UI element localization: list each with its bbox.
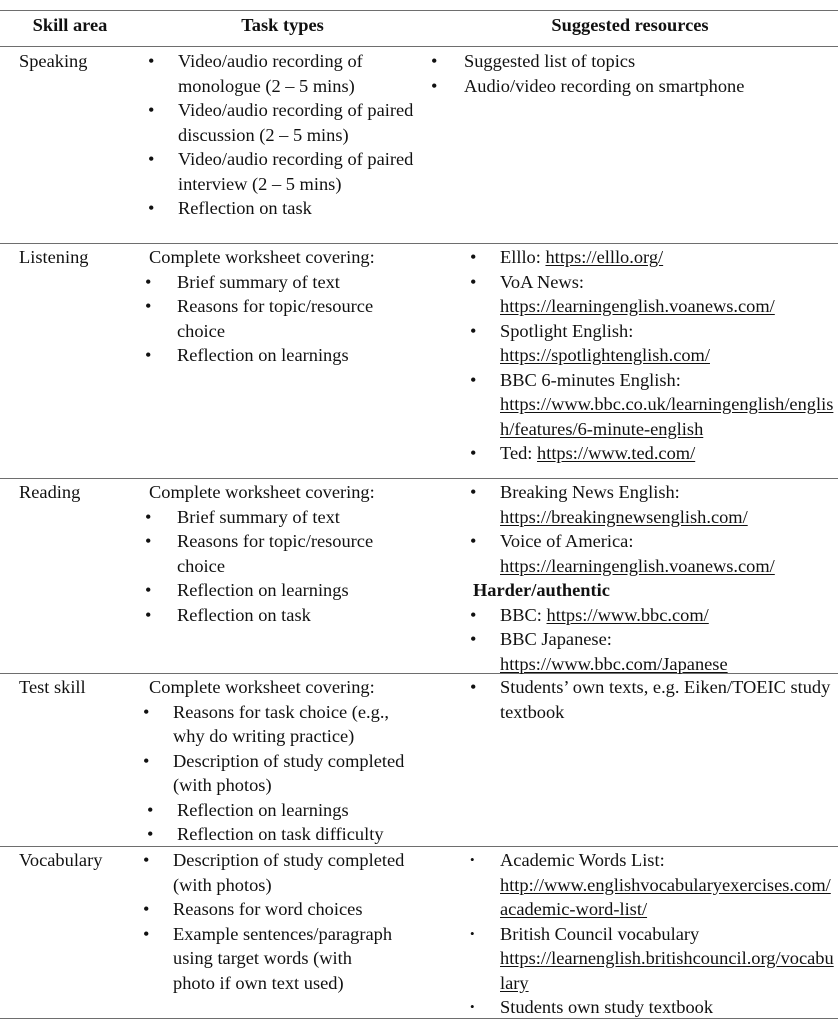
bullet-icon: • [143,899,150,919]
bullet-icon: • [145,580,152,600]
task-lead-text: Complete worksheet covering: [149,247,375,267]
task-item: • Brief summary of text [140,270,425,295]
bullet-icon: • [143,923,150,944]
task-item: • Description of study completed (with photos) [143,850,405,895]
task-item: • Reflection on task [140,196,425,221]
resources-cell [425,480,835,676]
bullet-icon: • [431,51,438,71]
resource-item: • Students own study textbook [425,995,835,1020]
resource-link[interactable]: https://spotlightenglish.com/ [500,345,710,365]
bullet-icon: • [145,531,152,551]
bullet-icon: • [145,604,152,625]
header-task-types: Task types [241,15,324,35]
bullet-icon: • [470,369,477,390]
resources-subheading: Harder/authentic [473,580,610,600]
tasks-cell [140,49,425,221]
bullet-icon: • [147,799,154,820]
tasks-cell [140,675,425,847]
task-item: • Reasons for task choice (e.g., why do writing practice) [143,701,390,746]
resource-link[interactable]: https://learnenglish.britishcouncil.org/vocabulary [500,948,834,993]
resource-item: • British Council vocabulary https://learnenglish.britishcouncil.org/vocabulary [470,923,834,993]
bullet-icon: • [143,701,150,722]
header-suggested-resources: Suggested resources [551,15,709,35]
task-item: • Reflection on task [140,603,425,628]
resources-cell [425,848,835,1020]
bullet-icon: • [148,149,155,169]
resource-item: • BBC Japanese: https://www.bbc.com/Japanese [470,629,728,674]
resource-item: • Audio/video recording on smartphone [425,74,835,99]
bullet-icon: • [470,677,477,697]
skill-cell: Vocabulary [19,850,103,870]
skill-cell: Reading [19,482,81,502]
bullet-icon: • [470,852,475,867]
task-item: • Reasons for topic/resource choice [145,531,374,576]
bullet-icon: • [148,100,155,120]
bullet-icon: • [145,271,152,292]
bullet-icon: • [145,506,152,527]
resource-link[interactable]: https://learningenglish.voanews.com/ [500,296,775,316]
bullet-icon: • [431,75,438,96]
resource-item: • Suggested list of topics [425,49,835,74]
bullet-icon: • [470,925,475,941]
bullet-icon: • [148,198,155,218]
bullet-icon: • [470,271,477,292]
bullet-icon: • [148,51,155,71]
resources-cell [425,245,835,466]
bullet-icon: • [147,824,154,844]
bullet-icon: • [470,247,477,267]
tasks-cell [140,245,425,368]
task-lead-text: Complete worksheet covering: [149,482,375,502]
resource-link[interactable]: https://breakingnewsenglish.com/ [500,506,748,527]
task-item: • Video/audio recording of monologue (2 – 5 mins) [148,51,363,96]
bullet-icon: • [470,629,477,649]
row-rule-reading [0,478,838,479]
bullet-icon: • [470,320,477,341]
resource-item: • Students’ own texts, e.g. Eiken/TOEIC study textbook [470,677,831,722]
task-item: • Video/audio recording of paired interview (2 – 5 mins) [148,149,414,194]
resource-link[interactable]: https://learningenglish.voanews.com/ [500,555,775,576]
resource-link[interactable]: https://www.bbc.com/ [546,604,709,625]
bullet-icon: • [470,999,475,1014]
resource-link[interactable]: https://www.bbc.com/Japanese [500,653,728,674]
resource-item: • VoA News: https://learningenglish.voanews.com/ [470,271,775,316]
task-item: • Reasons for topic/resource choice [145,296,374,341]
resource-item: • Academic Words List: http://www.englishvocabularyexercises.com/academic-word-list/ [470,850,831,919]
task-item: • Reflection on task difficulty [140,822,425,847]
header-skill-area: Skill area [32,15,108,35]
bullet-icon: • [145,296,152,316]
resource-item: • Elllo: https://elllo.org/ [425,245,835,270]
bullet-icon: • [470,531,477,551]
bullet-icon: • [143,850,150,870]
header-rule [0,46,838,47]
bullet-icon: • [470,443,477,463]
task-item: • Brief summary of text [140,505,425,530]
task-item: • Reasons for word choices [140,897,425,922]
resource-link[interactable]: http://www.englishvocabularyexercises.com/academic-word-list/ [500,874,831,919]
table-top-rule [0,10,838,11]
resource-item: • BBC 6-minutes English: https://www.bbc.co.uk/learningenglish/english/features/6-minute-english [470,369,834,439]
skill-cell: Test skill [19,677,86,697]
resource-item: • Voice of America: https://learningenglish.voanews.com/ [470,531,775,576]
task-item: • Description of study completed (with photos) [143,750,405,795]
skill-cell: Speaking [19,51,88,71]
tasks-cell [140,480,425,627]
task-lead-text: Complete worksheet covering: [149,677,375,697]
resources-cell [425,49,835,98]
task-item: • Reflection on learnings [140,343,425,368]
resource-item: • Breaking News English: https://breakingnewsenglish.com/ [470,482,748,527]
row-rule-listening [0,243,838,244]
resource-link[interactable]: https://elllo.org/ [545,247,664,267]
resource-link[interactable]: https://www.ted.com/ [537,443,696,463]
resource-item: • Spotlight English: https://spotlightenglish.com/ [470,320,710,365]
resource-link[interactable]: https://www.bbc.co.uk/learningenglish/english/features/6-minute-english [500,394,834,439]
task-item: • Video/audio recording of paired discussion (2 – 5 mins) [148,100,414,145]
skill-cell: Listening [19,247,89,267]
task-item: • Reflection on learnings [140,798,425,823]
bullet-icon: • [145,345,152,365]
tasks-cell [140,848,425,995]
task-item: • Example sentences/paragraph using target words (with photo if own text used) [143,923,393,993]
bullet-icon: • [470,482,477,502]
resource-item: • Ted: https://www.ted.com/ [425,441,835,466]
resource-item: • BBC: https://www.bbc.com/ [425,603,835,628]
task-item: • Reflection on learnings [140,578,425,603]
resources-cell [425,675,835,724]
bullet-icon: • [143,750,150,771]
bullet-icon: • [470,604,477,625]
